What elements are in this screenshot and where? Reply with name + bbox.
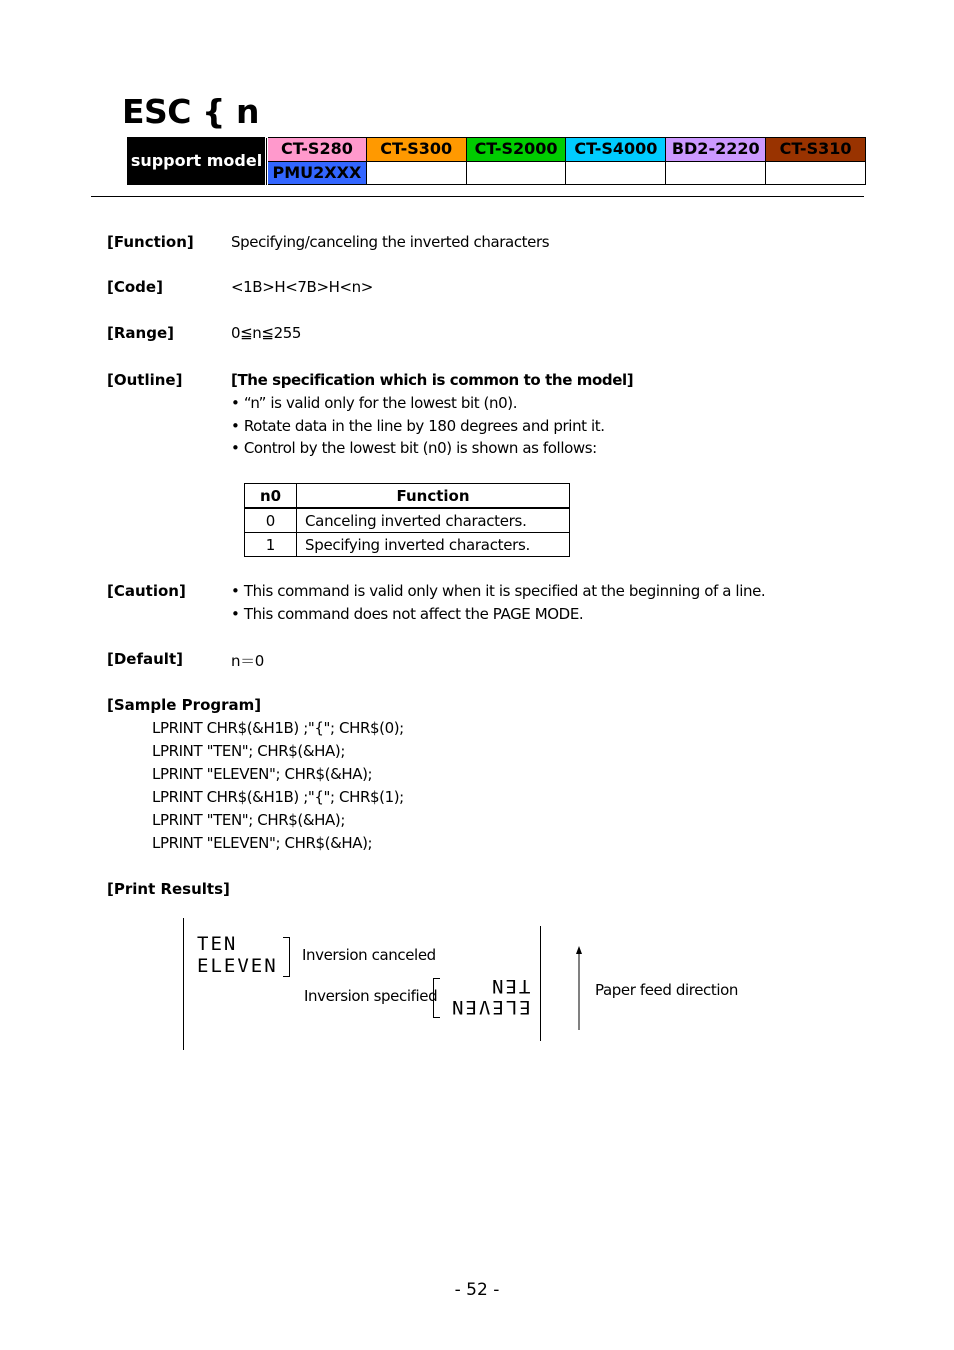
- table-header: Function: [297, 484, 570, 509]
- table-cell: 0: [245, 508, 297, 533]
- model-cell: [766, 161, 866, 185]
- outline-label: [Outline]: [107, 371, 183, 389]
- paper-right-edge: [540, 926, 541, 1041]
- code-text: <1B>H<7B>H<n>: [231, 278, 373, 296]
- canceled-bracket: [283, 937, 290, 977]
- code-line: LPRINT "TEN"; CHR$(&HA);: [152, 742, 345, 760]
- table-row: [245, 533, 570, 557]
- inversion-canceled-label: Inversion canceled: [302, 946, 436, 964]
- outline-bullet: • Rotate data in the line by 180 degrees and print it.: [231, 417, 605, 435]
- code-line: LPRINT "TEN"; CHR$(&HA);: [152, 811, 345, 829]
- table-header: n0: [245, 484, 297, 509]
- model-cell: [566, 161, 666, 185]
- arrow-up-icon: [573, 946, 585, 1030]
- sample-program-label: [Sample Program]: [107, 696, 262, 714]
- print-results-label: [Print Results]: [107, 880, 230, 898]
- model-cell: CT-S4000: [566, 138, 666, 162]
- default-label: [Default]: [107, 650, 183, 668]
- model-cell: [466, 161, 566, 185]
- function-text: Specifying/canceling the inverted characters: [231, 233, 550, 251]
- default-text: n＝0: [231, 652, 264, 670]
- model-cell: CT-S280: [267, 138, 367, 162]
- header-divider: [91, 196, 864, 197]
- range-text: 0≦n≦255: [231, 324, 302, 342]
- page-number: - 52 -: [454, 1280, 500, 1300]
- outline-bullet: • “n” is valid only for the lowest bit (n0).: [231, 394, 518, 412]
- code-line: LPRINT CHR$(&H1B) ;"{"; CHR$(1);: [152, 788, 404, 806]
- model-cell: CT-S310: [766, 138, 866, 162]
- code-line: LPRINT "ELEVEN"; CHR$(&HA);: [152, 834, 373, 852]
- normal-line: ELEVEN: [197, 955, 278, 977]
- table-cell: Specifying inverted characters.: [297, 533, 570, 557]
- caution-bullet: • This command does not affect the PAGE MODE.: [231, 605, 584, 623]
- table-row: [245, 508, 570, 533]
- model-cell: BD2-2220: [666, 138, 766, 162]
- inverted-line-wrap: [450, 996, 531, 1018]
- page-title: ESC { n: [122, 92, 259, 131]
- code-line: LPRINT CHR$(&H1B) ;"{"; CHR$(0);: [152, 719, 404, 737]
- model-cell: PMU2XXX: [267, 161, 367, 185]
- support-model-table: [127, 137, 866, 185]
- normal-line: TEN: [197, 933, 238, 955]
- paper-left-edge: [183, 918, 184, 1050]
- outline-bullet: • Control by the lowest bit (n0) is shown as follows:: [231, 439, 597, 457]
- support-model-label: support model: [128, 138, 267, 185]
- inverted-line-wrap: [490, 975, 530, 997]
- range-label: [Range]: [107, 324, 174, 342]
- inversion-specified-label: Inversion specified: [304, 987, 438, 1005]
- inverted-line: ELEVEN: [450, 996, 531, 1018]
- outline-heading: [The specification which is common to the model]: [231, 371, 634, 389]
- inverted-line: TEN: [490, 975, 531, 997]
- model-cell: [666, 161, 766, 185]
- code-line: LPRINT "ELEVEN"; CHR$(&HA);: [152, 765, 373, 783]
- caution-bullet: • This command is valid only when it is specified at the beginning of a line.: [231, 582, 766, 600]
- caution-label: [Caution]: [107, 582, 186, 600]
- model-cell: CT-S2000: [466, 138, 566, 162]
- code-label: [Code]: [107, 278, 163, 296]
- table-cell: Canceling inverted characters.: [297, 508, 570, 533]
- model-cell: [366, 161, 466, 185]
- paper-feed-label: Paper feed direction: [595, 981, 739, 999]
- function-label: [Function]: [107, 233, 194, 251]
- n0-function-table: [244, 483, 570, 557]
- specified-bracket: [433, 978, 440, 1018]
- model-cell: CT-S300: [366, 138, 466, 162]
- table-cell: 1: [245, 533, 297, 557]
